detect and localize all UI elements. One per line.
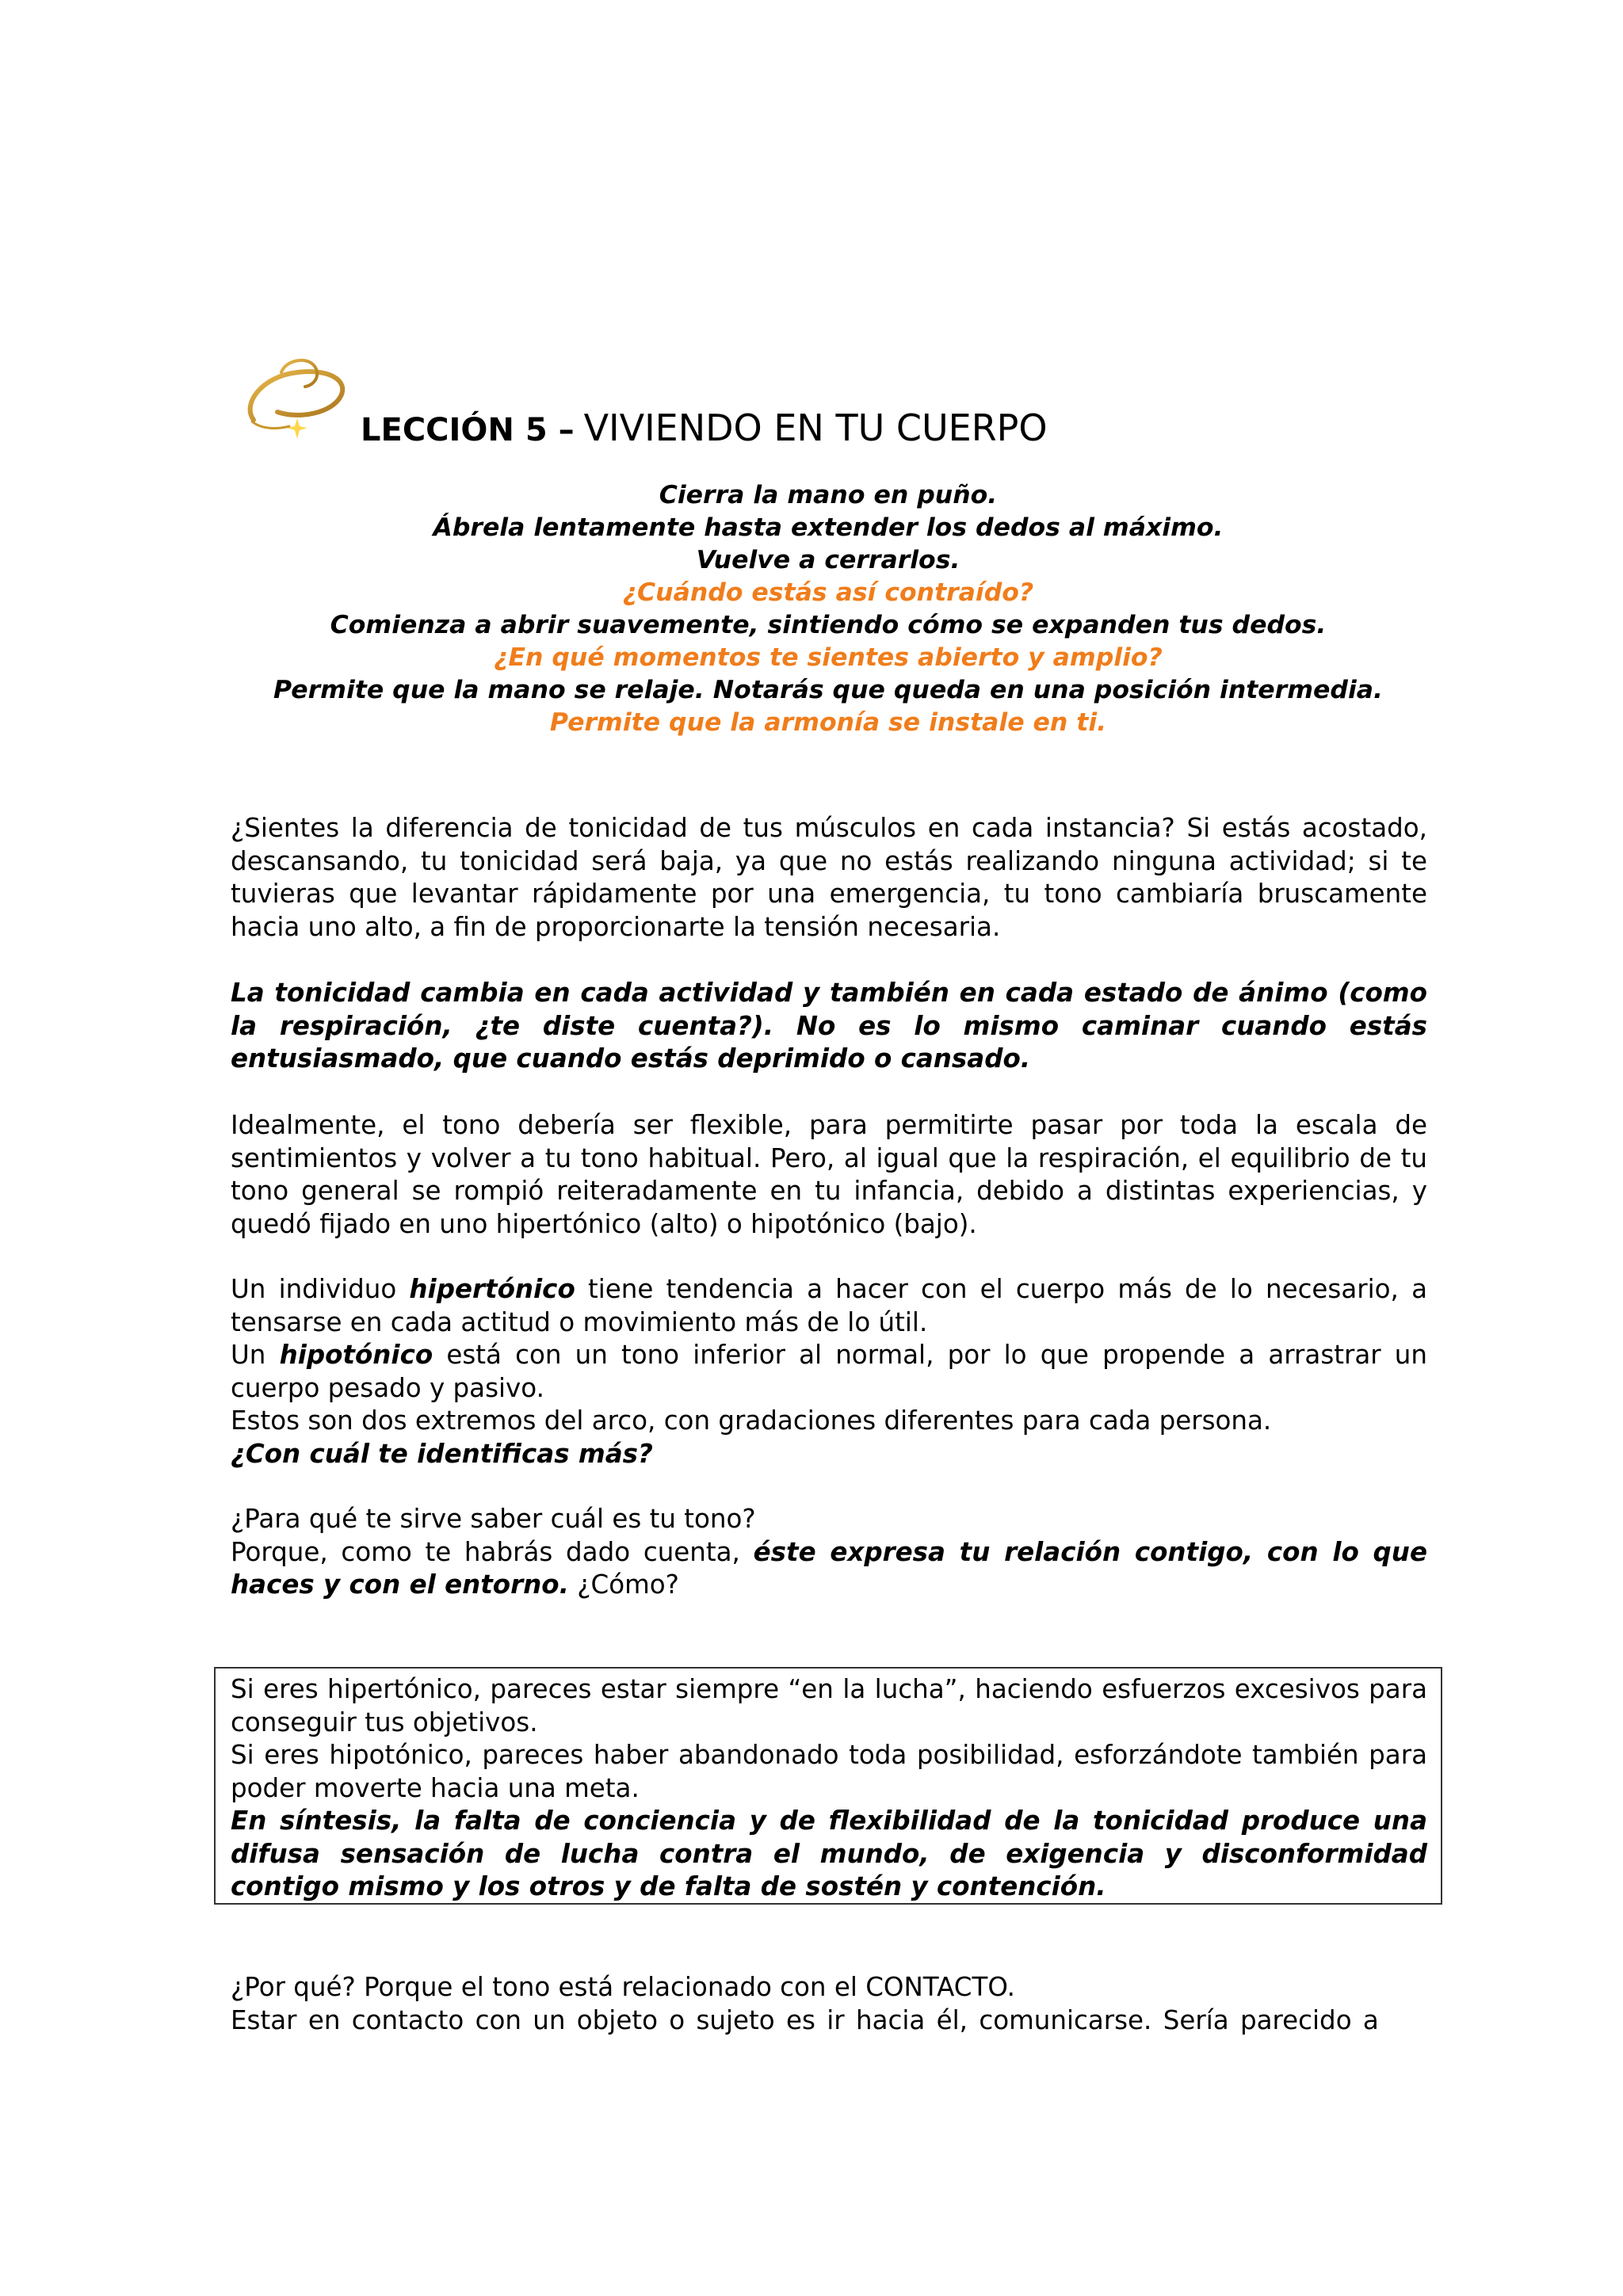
emphasis-text: éste expresa tu relación contigo, con lo que haces y con el entorno. — [231, 1536, 1427, 1600]
lesson-title-text: VIVIENDO EN TU CUERPO — [583, 406, 1048, 449]
poem-line-question: ¿En qué momentos te sientes abierto y amplio? — [494, 643, 1163, 672]
paragraph-tone-types — [231, 1273, 1427, 1470]
lesson-label: LECCIÓN 5 – — [361, 412, 575, 448]
paragraph-answer — [231, 1536, 1427, 1602]
poem-line-question: Permite que la armonía se instale en ti. — [549, 708, 1107, 737]
paragraph-text: ¿Por qué? Porque el tono está relacionado con el CONTACTO. — [231, 1972, 1015, 2002]
poem-line: Cierra la mano en puño. — [659, 481, 998, 509]
text-run: Porque, como te habrás dado cuenta, — [231, 1536, 754, 1567]
poem-line-question: ¿Cuándo estás así contraído? — [622, 578, 1034, 607]
text-run: ¿Cómo? — [568, 1569, 679, 1600]
poem-line: Comienza a abrir suavemente, sintiendo cómo se expanden tus dedos. — [330, 611, 1327, 639]
paragraph-ideal-tone — [231, 1109, 1427, 1241]
paragraph-text: Idealmente, el tono debería ser flexible, para permitirte pasar por toda la escala de sentimientos y volver a tu tono habitual. Pero, al igual que la respiración, el equilibrio de tu tono general se rompió reiteradamente en tu infancia, debido a distintas experiencias, y quedó fijado en uno hipertónico (alto) o hipotónico (bajo). — [231, 1110, 1427, 1239]
box-synthesis: En síntesis, la falta de conciencia y de flexibilidad de la tonicidad produce una difusa sensación de lucha contra el mundo, de exigencia y disconformidad contigo mismo y los otros y de falta de sostén y contención. — [231, 1806, 1427, 1901]
question-why: ¿Para qué te sirve saber cuál es tu tono? — [231, 1504, 756, 1534]
paragraph-hypotonic — [231, 1339, 1427, 1405]
poem-line: Permite que la mano se relaje. Notarás que queda en una posición intermedia. — [273, 676, 1383, 704]
paragraph-tonicity-difference — [231, 812, 1427, 944]
text-run: tiene tendencia a hacer con el cuerpo más de lo necesario, a tensarse en cada actitud o movimiento más de lo útil. — [231, 1274, 1427, 1337]
box-hypertonic: Si eres hipertónico, pareces estar siempre “en la lucha”, haciendo esfuerzos excesivos para conseguir tus objetivos. — [231, 1674, 1427, 1737]
term-hypotonic: hipotónico — [279, 1340, 433, 1370]
lesson-title — [361, 402, 1048, 456]
box-hypotonic: Si eres hipotónico, pareces haber abandonado toda posibilidad, esforzándote también para poder moverte hacia una meta. — [231, 1740, 1427, 1803]
question-identify: ¿Con cuál te identificas más? — [231, 1438, 653, 1469]
term-hypertonic: hipertónico — [409, 1274, 575, 1304]
exercise-poem — [230, 479, 1426, 739]
poem-line: Vuelve a cerrarlos. — [696, 546, 960, 574]
text-run: Un — [231, 1340, 280, 1370]
paragraph-why-tone — [231, 1503, 1427, 1602]
paragraph-text: La tonicidad cambia en cada actividad y también en cada estado de ánimo (como la respiración, ¿te diste cuenta?). No es lo mismo caminar cuando estás entusiasmado, que cuando estás deprimido o cansado. — [231, 978, 1427, 1074]
text-run: está con un tono inferior al normal, por lo que propende a arrastrar un cuerpo pesado y pasivo. — [231, 1340, 1427, 1403]
paragraph-contact — [231, 1971, 1427, 2037]
paragraph-hypertonic — [231, 1273, 1427, 1339]
orbit-star-logo — [238, 357, 357, 444]
paragraph-tonicity-changes — [231, 977, 1427, 1076]
paragraph-text: Estar en contacto con un objeto o sujeto es ir hacia él, comunicarse. Sería parecido a — [231, 2004, 1379, 2035]
paragraph-text: ¿Sientes la diferencia de tonicidad de tus músculos en cada instancia? Si estás acostado, descansando, tu tonicidad será baja, ya que no estás realizando ninguna actividad; si te tuvieras que levantar rápidamente por una emergencia, tu tono cambiaría bruscamente hacia uno alto, a fin de proporcionarte la tensión necesaria. — [231, 813, 1427, 942]
paragraph-text: Estos son dos extremos del arco, con gradaciones diferentes para cada persona. — [231, 1405, 1272, 1436]
text-run: Un individuo — [231, 1274, 410, 1304]
poem-line: Ábrela lentamente hasta extender los dedos al máximo. — [433, 513, 1224, 542]
summary-box — [214, 1667, 1442, 1905]
